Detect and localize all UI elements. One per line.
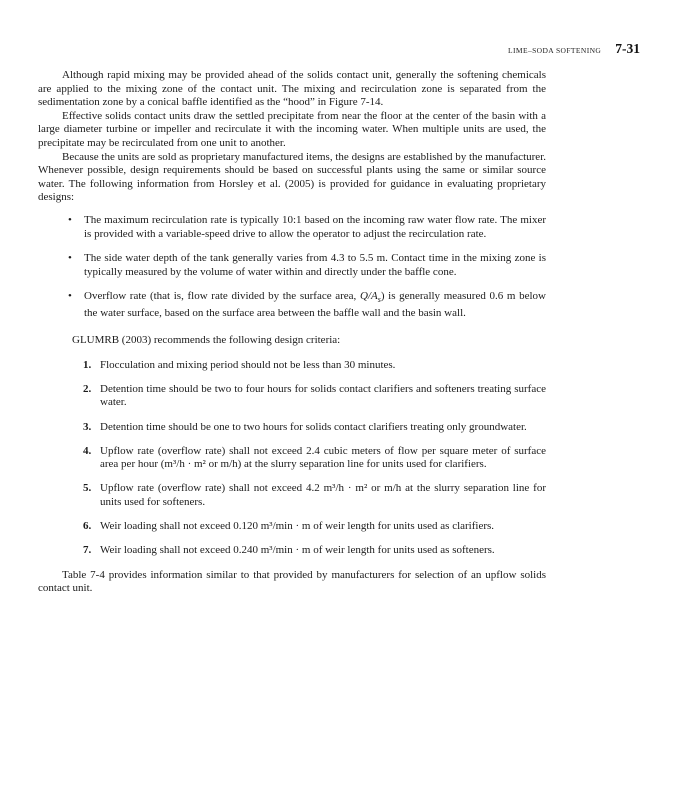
bullet-text: The side water depth of the tank generally varies from 4.3 to 5.5 m. Contact time in the mixing zone is typically measured by the volume of water within and directly under the baffle cone. — [84, 252, 546, 278]
item-text: Detention time should be one to two hours for solids contact clarifiers treating only groundwater. — [100, 420, 527, 433]
criteria-item-7 — [83, 544, 546, 558]
bullet-text-post: ) is generally measured 0.6 m below the water surface, based on the surface area between the baffle wall and the basin wall. — [84, 290, 547, 320]
criteria-item-5 — [83, 482, 546, 509]
criteria-item-2 — [83, 382, 546, 410]
item-number: 4. — [83, 444, 92, 457]
paragraph-table-7-4: Table 7-4 provides information similar to that provided by manufacturers for selection of an upflow solids contact unit. — [38, 568, 546, 595]
criteria-item-4 — [83, 444, 546, 472]
item-text: Upflow rate (overflow rate) shall not exceed 2.4 cubic meters of flow per square meter of surface area per hour (m³/h · m² or m/h) at the slurry separation line for units used for clarifiers. — [100, 444, 546, 471]
item-text: Flocculation and mixing period should not be less than 30 minutes. — [100, 358, 396, 371]
item-number: 3. — [83, 420, 92, 433]
item-number: 6. — [83, 520, 92, 533]
bullet-icon: • — [68, 213, 72, 226]
item-number: 7. — [83, 544, 92, 557]
item-text: Detention time should be two to four hours for solids contact clarifiers and softeners treating surface water. — [100, 382, 546, 409]
page-body — [38, 69, 546, 596]
running-title: LIME–SODA SOFTENING — [508, 46, 602, 55]
bullet-item-side-water-depth — [68, 252, 546, 279]
design-guidance-bullet-list — [68, 213, 547, 321]
glumrb-intro-line: GLUMRB (2003) recommends the following design criteria: — [72, 333, 341, 346]
item-number: 1. — [83, 358, 92, 371]
paragraph-effective-units: Effective solids contact units draw the settled precipitate from near the floor at the center of the basin with a large diameter turbine or impeller and recirculate it with the incoming water. When multiple units are used, the precipitate may be recirculated from one unit to another. — [38, 109, 546, 149]
item-number: 5. — [83, 482, 92, 495]
criteria-item-6 — [83, 520, 546, 534]
page-number: 7-31 — [615, 41, 640, 56]
item-number: 2. — [83, 382, 92, 395]
bullet-icon: • — [68, 290, 72, 303]
design-criteria-numbered-list — [83, 358, 546, 558]
bullet-text: The maximum recirculation rate is typically 10:1 based on the incoming raw water flow rate. The mixer is provided with a variable-speed drive to allow the operator to adjust the recirculation rate. — [84, 213, 546, 240]
formula-subscript-s: s — [377, 295, 381, 305]
item-text: Weir loading shall not exceed 0.120 m³/min · m of weir length for units used as clarifiers. — [100, 520, 495, 533]
bullet-item-recirculation-rate — [68, 213, 546, 241]
item-text: Weir loading shall not exceed 0.240 m³/min · m of weir length for units used as softeners. — [100, 544, 495, 557]
criteria-item-3 — [83, 420, 546, 435]
formula-q-over-a: Q/A — [359, 290, 378, 303]
bullet-text-pre: Overflow rate (that is, flow rate divided by the surface area, — [84, 290, 360, 303]
running-header — [0, 42, 689, 56]
bullet-item-overflow-rate — [68, 290, 547, 320]
item-text: Upflow rate (overflow rate) shall not exceed 4.2 m³/h · m² or m/h at the slurry separation line for units used for softeners. — [100, 482, 546, 508]
paragraph-rapid-mixing: Although rapid mixing may be provided ahead of the solids contact unit, generally the softening chemicals are applied to the mixing zone of the contact unit. The mixing and recirculation zone is separated from the sedimentation zone by a conical baffle identified as the “hood” in Figure 7-14. — [38, 69, 546, 109]
bullet-icon: • — [68, 252, 72, 265]
criteria-item-1 — [83, 358, 546, 373]
paragraph-proprietary-designs: Because the units are sold as proprietary manufactured items, the designs are established by the manufacturer. Whenever possible, design requirements should be based on successful plants using the same or similar source water. The following information from Horsley et al. (2005) is provided for guidance in evaluating proprietary designs: — [38, 150, 546, 204]
